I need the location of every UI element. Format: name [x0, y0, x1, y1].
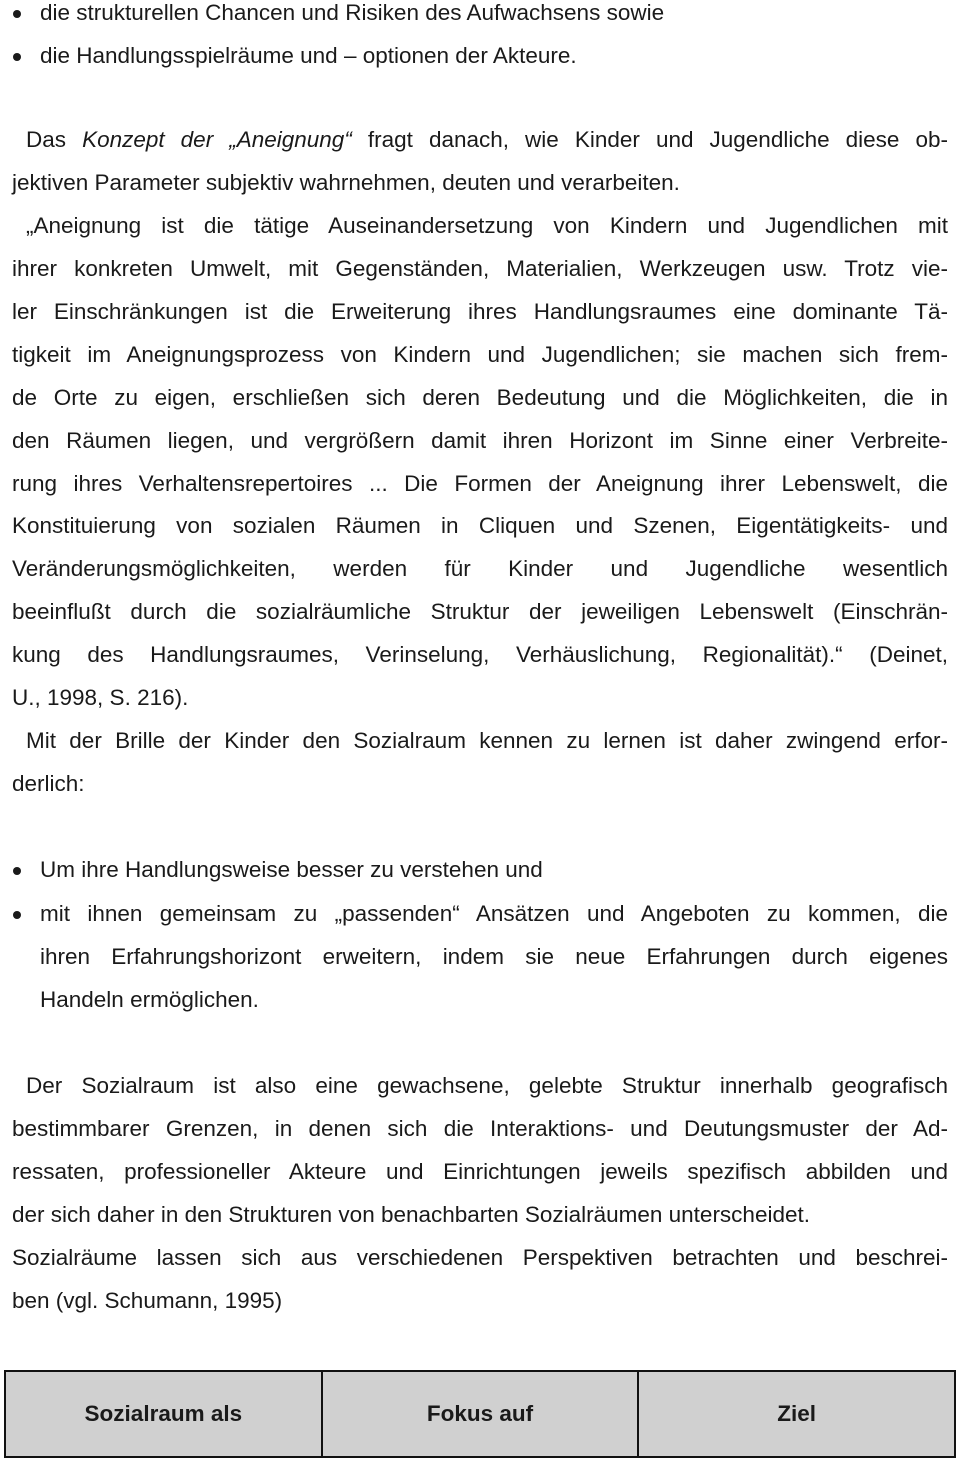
list-item: mit ihnen gemeinsam zu „passenden“ Ansätzen und Angeboten zu kommen, die	[40, 901, 948, 926]
paragraph-line: jektiven Parameter subjektiv wahrnehmen, deuten und verarbeiten.	[12, 170, 680, 195]
quote-line: beeinflußt durch die sozialräumliche Struktur der jeweiligen Lebenswelt (Einschrän-	[12, 599, 948, 624]
list-item: die strukturellen Chancen und Risiken des Aufwachsens sowie	[40, 0, 665, 25]
paragraph-line: der sich daher in den Strukturen von benachbarten Sozialräumen unterscheidet.	[12, 1202, 810, 1227]
quote-line: de Orte zu eigen, erschließen sich deren Bedeutung und die Möglichkeiten, die in	[12, 385, 948, 410]
quote-line: „Aneignung ist die tätige Auseinandersetzung von Kindern und Jugendlichen mit	[26, 213, 948, 238]
citation-line: U., 1998, S. 216).	[12, 685, 189, 710]
paragraph-line: Das Konzept der „Aneignung“ fragt danach, wie Kinder und Jugendliche diese ob-	[26, 127, 949, 152]
list-item: die Handlungsspielräume und – optionen der Akteure.	[40, 43, 577, 68]
bullet-dot	[13, 10, 21, 18]
list-item: Um ihre Handlungsweise besser zu verstehen und	[40, 857, 543, 882]
quote-line: Veränderungsmöglichkeiten, werden für Kinder und Jugendliche wesentlich	[12, 556, 948, 581]
bullet-dot	[13, 911, 21, 919]
paragraph-line: Sozialräume lassen sich aus verschiedenen Perspektiven betrachten und beschrei-	[12, 1245, 948, 1270]
quote-line: rung ihres Verhaltensrepertoires ... Die Formen der Aneignung ihrer Lebenswelt, die	[12, 471, 948, 496]
paragraph-line: Mit der Brille der Kinder den Sozialraum kennen zu lernen ist daher zwingend erfor-	[26, 728, 948, 753]
paragraph-line: Der Sozialraum ist also eine gewachsene, gelebte Struktur innerhalb geografisch	[26, 1073, 948, 1098]
list-item-continuation: Handeln ermöglichen.	[40, 987, 259, 1012]
paragraph-line: derlich:	[12, 771, 85, 796]
paragraph-line: ressaten, professioneller Akteure und Einrichtungen jeweils spezifisch abbilden und	[12, 1159, 948, 1184]
quote-line: tigkeit im Aneignungsprozess von Kindern und Jugendlichen; sie machen sich frem-	[12, 342, 948, 367]
quote-line: kung des Handlungsraumes, Verinselung, Verhäuslichung, Regionalität).“ (Deinet,	[12, 642, 948, 667]
paragraph-line: bestimmbarer Grenzen, in denen sich die Interaktions- und Deutungsmuster der Ad-	[12, 1116, 948, 1141]
quote-line: Konstituierung von sozialen Räumen in Cliquen und Szenen, Eigentätigkeits- und	[12, 513, 948, 538]
table-header-cell: Sozialraum als	[6, 1372, 323, 1456]
bullet-dot	[13, 867, 21, 875]
bullet-dot	[13, 53, 21, 61]
table-header-row	[4, 1370, 956, 1458]
quote-line: ihrer konkreten Umwelt, mit Gegenständen, Materialien, Werkzeugen usw. Trotz vie-	[12, 256, 948, 281]
quote-line: ler Einschränkungen ist die Erweiterung ihres Handlungsraumes eine dominante Tä-	[12, 299, 948, 324]
table-header-cell: Fokus auf	[323, 1372, 640, 1456]
list-item-continuation: ihren Erfahrungshorizont erweitern, indem sie neue Erfahrungen durch eigenes	[40, 944, 948, 969]
table-header-cell: Ziel	[777, 1401, 817, 1426]
paragraph-line: ben (vgl. Schumann, 1995)	[12, 1288, 283, 1313]
quote-line: den Räumen liegen, und vergrößern damit ihren Horizont im Sinne einer Verbreite-	[12, 428, 948, 453]
